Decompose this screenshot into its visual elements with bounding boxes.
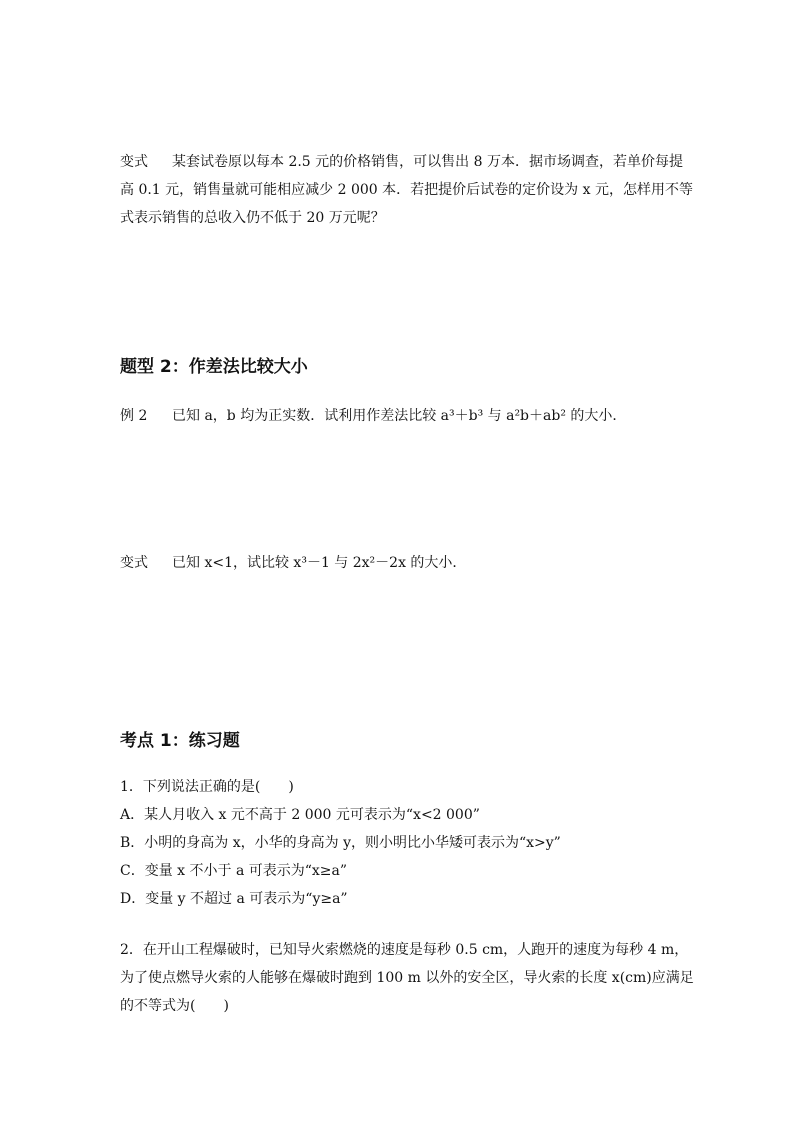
question-1-stem: 1．下列说法正确的是( ): [120, 779, 294, 795]
question-2-line-1: 2．在开山工程爆破时，已知导火索燃烧的速度是每秒 0.5 cm，人跑开的速度为每秒 4 m，: [120, 942, 689, 958]
question-1-option-d: D．变量 y 不超过 a 可表示为“y≥a”: [120, 891, 348, 907]
question-2: [120, 936, 694, 1020]
question-1-option-a: A．某人月收入 x 元不高于 2 000 元可表示为“x<2 000”: [120, 807, 480, 823]
question-2-line-3: 的不等式为( ): [120, 998, 229, 1014]
example-2: [120, 402, 680, 430]
variant-problem-1: [120, 148, 693, 232]
example-2-line: [120, 402, 680, 430]
question-1-option-b: B．小明的身高为 x，小华的身高为 y，则小明比小华矮可表示为“x>y”: [120, 835, 561, 851]
variant-2-line: [120, 549, 680, 577]
variant-label: 变式: [120, 154, 148, 170]
question-2-line-2: 为了使点燃导火索的人能够在爆破时跑到 100 m 以外的安全区，导火索的长度 x(cm)应满足: [120, 970, 694, 986]
variant-1-line-3: 式表示销售的总收入仍不低于 20 万元呢？: [120, 210, 385, 226]
variant-label: 变式: [120, 555, 148, 571]
variant-2-text: 已知 x<1，试比较 x³－1 与 2x²－2x 的大小．: [172, 555, 467, 571]
section-heading-practice: 考点 1：练习题: [120, 731, 240, 751]
question-1: [120, 773, 680, 913]
question-1-option-c: C．变量 x 不小于 a 可表示为“x≥a”: [120, 863, 348, 879]
variant-1-line-1: [120, 148, 683, 176]
variant-problem-2: [120, 549, 680, 577]
example-2-text: 已知 a，b 均为正实数．试利用作差法比较 a³＋b³ 与 a²b＋ab² 的大小．: [172, 408, 627, 424]
section-heading-type-2: 题型 2：作差法比较大小: [120, 357, 308, 377]
example-label: 例 2: [120, 408, 148, 424]
variant-1-text-1: 某套试卷原以每本 2.5 元的价格销售，可以售出 8 万本．据市场调查，若单价每提: [172, 154, 683, 170]
variant-1-line-2: 高 0.1 元，销售量就可能相应减少 2 000 本．若把提价后试卷的定价设为 x 元，怎样用不等: [120, 182, 693, 198]
